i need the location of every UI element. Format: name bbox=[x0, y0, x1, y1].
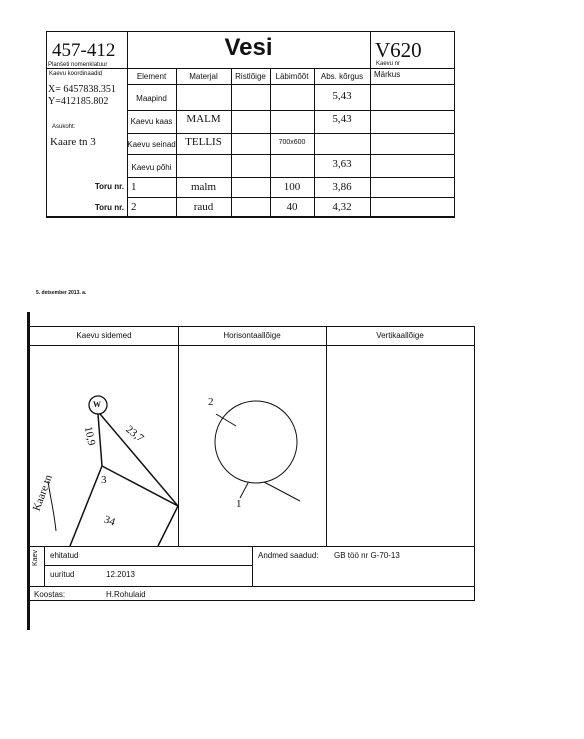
col-header-cross-section: Ristlõige bbox=[235, 72, 266, 81]
col-header-horizontal-section: Horisontaallõige bbox=[223, 331, 281, 340]
row-height: 5,43 bbox=[332, 90, 352, 102]
pipe-material: malm bbox=[190, 181, 217, 193]
row-element: Kaevu põhi bbox=[131, 163, 172, 172]
row-height: 5,43 bbox=[332, 113, 352, 125]
well-number-label: Kaevu nr bbox=[376, 61, 401, 67]
pipe-diameter: 100 bbox=[283, 181, 301, 193]
street-label: Kaare tn bbox=[30, 473, 55, 513]
distance-label-c: 3 bbox=[101, 474, 107, 486]
pipe-number: 1 bbox=[131, 181, 137, 193]
location-value: Kaare tn 3 bbox=[50, 136, 96, 148]
well-side-label: Kaev bbox=[32, 550, 39, 566]
distance-label-d: 34 bbox=[102, 513, 117, 529]
surveyed-value: 12.2013 bbox=[106, 570, 135, 579]
page-title: Vesi bbox=[224, 34, 273, 61]
date-note: 5. detsember 2013. a. bbox=[36, 290, 87, 296]
horizontal-section-sketch bbox=[178, 346, 326, 546]
col-header-abs-height: Abs. kõrgus bbox=[320, 72, 364, 81]
pipe-label: Toru nr. bbox=[94, 203, 124, 212]
author-label: Koostas: bbox=[34, 590, 66, 599]
manhole-symbol: W bbox=[93, 400, 101, 409]
distance-label-a: 10,9 bbox=[81, 425, 98, 447]
col-header-notes: Märkus bbox=[374, 70, 401, 79]
col-header-vertical-section: Vertikaallõige bbox=[376, 331, 424, 340]
col-header-diameter: Läbimõõt bbox=[275, 72, 309, 81]
col-header-element: Element bbox=[136, 72, 167, 81]
coordinates-label: Kaevu koordinaadid bbox=[49, 71, 103, 77]
pipe-diameter: 40 bbox=[286, 201, 298, 213]
author-value: H.Rohulaid bbox=[106, 590, 146, 599]
pipe-1-label: 1 bbox=[236, 498, 242, 510]
row-element: Maapind bbox=[136, 94, 167, 103]
col-header-connections: Kaevu sidemed bbox=[76, 331, 132, 340]
connection-sketch bbox=[30, 346, 178, 546]
row-element: Kaevu kaas bbox=[130, 117, 173, 126]
map-sheet-label: Planšeti nomenklatuur bbox=[48, 62, 108, 68]
data-source-label: Andmed saadud: bbox=[258, 551, 319, 560]
surveyed-label: uuritud bbox=[50, 570, 75, 579]
row-element: Kaevu seinad bbox=[127, 140, 176, 149]
x-coordinate: X= 6457838.351 bbox=[48, 84, 116, 95]
row-diameter: 700x600 bbox=[278, 139, 306, 146]
location-label: Asukoht: bbox=[52, 124, 76, 130]
pipe-height: 4,32 bbox=[332, 201, 352, 213]
row-height: 3,63 bbox=[332, 158, 352, 170]
col-header-material: Materjal bbox=[189, 72, 218, 81]
well-number: V620 bbox=[375, 38, 422, 62]
pipe-height: 3,86 bbox=[332, 181, 352, 193]
map-sheet-number: 457-412 bbox=[52, 40, 116, 61]
pipe-material: raud bbox=[193, 201, 214, 213]
pipe-label: Toru nr. bbox=[94, 182, 124, 191]
pipe-number: 2 bbox=[131, 201, 137, 213]
row-material: MALM bbox=[186, 113, 221, 125]
y-coordinate: Y=412185.802 bbox=[48, 96, 109, 107]
distance-label-b: 23,7 bbox=[123, 423, 146, 445]
data-source-value: GB töö nr G-70-13 bbox=[334, 551, 400, 560]
pipe-2-label: 2 bbox=[208, 396, 214, 408]
row-material: TELLIS bbox=[185, 136, 222, 148]
built-label: ehitatud bbox=[50, 551, 79, 560]
